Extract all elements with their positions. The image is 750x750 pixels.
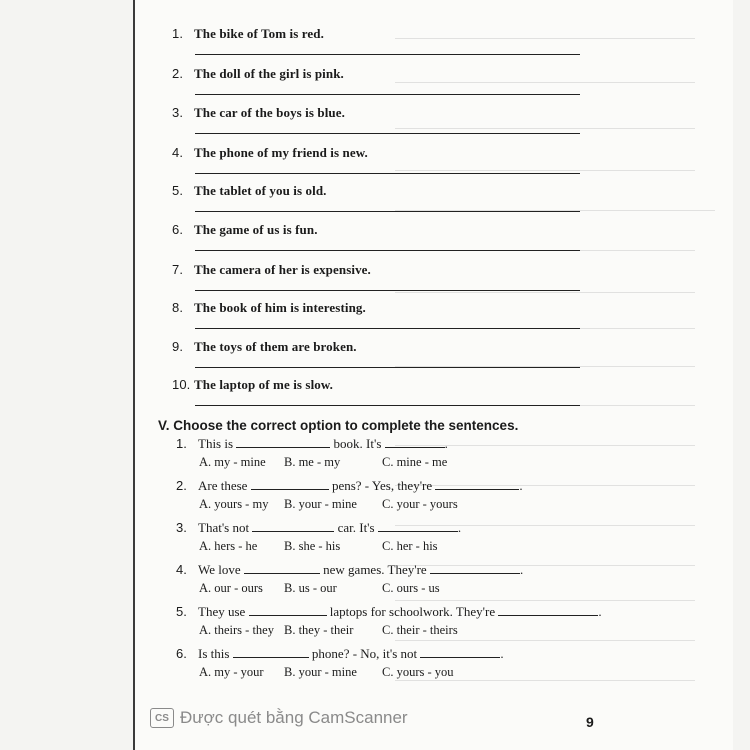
item-sentence: The doll of the girl is pink.: [194, 66, 344, 81]
camscanner-footer: [150, 708, 408, 728]
option-c[interactable]: C. her - his: [382, 539, 438, 553]
option-c[interactable]: C. your - yours: [382, 497, 458, 511]
option-c[interactable]: C. their - theirs: [382, 623, 458, 637]
question-end: .: [519, 478, 523, 493]
page-number: 9: [586, 714, 594, 730]
scanner-text: Được quét bằng CamScanner: [180, 708, 408, 727]
rewrite-item: [172, 300, 366, 316]
question-start: Are these: [198, 478, 248, 493]
question-end: .: [500, 646, 504, 661]
question-middle: laptops for schoolwork. They're: [329, 604, 496, 619]
option-b[interactable]: B. they - their: [284, 623, 354, 637]
answer-line[interactable]: [195, 290, 580, 291]
question-middle: car. It's: [337, 520, 375, 535]
blank-2[interactable]: [378, 521, 458, 532]
blank-2[interactable]: [498, 605, 598, 616]
section-v-title: V. Choose the correct option to complete the sentences.: [158, 418, 519, 433]
item-number: 6.: [176, 646, 187, 661]
item-number: 10.: [172, 377, 191, 392]
rewrite-item: [172, 262, 371, 278]
answer-line[interactable]: [195, 173, 580, 174]
option-a[interactable]: A. hers - he: [199, 539, 258, 553]
item-number: 1.: [176, 436, 187, 451]
question-middle: new games. They're: [323, 562, 427, 577]
answer-line[interactable]: [195, 405, 580, 406]
rewrite-item: [172, 105, 345, 121]
blank-1[interactable]: [244, 563, 320, 574]
option-a[interactable]: A. our - ours: [199, 581, 263, 595]
item-sentence: The tablet of you is old.: [194, 183, 327, 198]
page-edge: [133, 0, 135, 750]
item-sentence: The game of us is fun.: [194, 222, 318, 237]
question-end: .: [519, 562, 524, 577]
item-number: 9.: [172, 339, 184, 354]
question-start: We love: [198, 562, 241, 577]
mc-item: [176, 478, 523, 494]
option-b[interactable]: B. your - mine: [284, 497, 357, 511]
option-b[interactable]: B. me - my: [284, 455, 341, 469]
answer-line[interactable]: [195, 133, 580, 134]
rewrite-item: [172, 339, 357, 355]
option-c[interactable]: C. ours - us: [382, 581, 440, 595]
question-end: .: [457, 520, 462, 535]
blank-2[interactable]: [385, 437, 445, 448]
item-number: 8.: [172, 300, 184, 315]
item-number: 6.: [172, 222, 184, 237]
item-number: 7.: [172, 262, 184, 277]
answer-line[interactable]: [195, 367, 580, 368]
option-a[interactable]: A. my - mine: [199, 455, 266, 469]
question-start: That's not: [198, 520, 250, 535]
item-number: 1.: [172, 26, 184, 41]
mc-item: [176, 604, 602, 620]
mc-item: [176, 520, 461, 536]
option-a[interactable]: A. yours - my: [199, 497, 269, 511]
question-start: Is this: [198, 646, 230, 661]
item-number: 5.: [172, 183, 184, 198]
mc-item: [176, 562, 523, 578]
item-number: 3.: [172, 105, 184, 120]
question-middle: phone? - No, it's not: [311, 646, 418, 661]
question-middle: pens? - Yes, they're: [331, 478, 433, 493]
item-number: 3.: [176, 520, 187, 535]
item-number: 2.: [172, 66, 184, 81]
blank-1[interactable]: [233, 647, 309, 658]
item-sentence: The camera of her is expensive.: [194, 262, 371, 277]
option-b[interactable]: B. your - mine: [284, 665, 357, 679]
question-start: This is: [198, 436, 234, 451]
item-sentence: The toys of them are broken.: [194, 339, 357, 354]
blank-1[interactable]: [251, 479, 329, 490]
option-c[interactable]: C. mine - me: [382, 455, 448, 469]
blank-1[interactable]: [249, 605, 327, 616]
option-a[interactable]: A. my - your: [199, 665, 264, 679]
item-number: 4.: [172, 145, 184, 160]
item-sentence: The car of the boys is blue.: [194, 105, 345, 120]
mc-item: [176, 436, 448, 452]
question-end: .: [444, 436, 448, 451]
answer-line[interactable]: [195, 211, 580, 212]
rewrite-item: [172, 66, 344, 82]
question-end: .: [598, 604, 602, 619]
blank-2[interactable]: [435, 479, 519, 490]
answer-line[interactable]: [195, 250, 580, 251]
rewrite-item: [172, 26, 324, 42]
option-b[interactable]: B. us - our: [284, 581, 337, 595]
rewrite-item: [172, 183, 327, 199]
question-middle: book. It's: [333, 436, 382, 451]
blank-2[interactable]: [420, 647, 500, 658]
rewrite-item: [172, 222, 318, 238]
answer-line[interactable]: [195, 94, 580, 95]
rewrite-item: [172, 377, 333, 393]
option-b[interactable]: B. she - his: [284, 539, 341, 553]
option-c[interactable]: C. yours - you: [382, 665, 454, 679]
question-start: They use: [198, 604, 246, 619]
item-number: 2.: [176, 478, 187, 493]
item-sentence: The laptop of me is slow.: [194, 377, 334, 392]
camscanner-logo: CS: [150, 708, 174, 728]
blank-2[interactable]: [430, 563, 520, 574]
item-number: 4.: [176, 562, 187, 577]
item-number: 5.: [176, 604, 187, 619]
option-a[interactable]: A. theirs - they: [199, 623, 274, 637]
answer-line[interactable]: [195, 328, 580, 329]
answer-line[interactable]: [195, 54, 580, 55]
item-sentence: The book of him is interesting.: [194, 300, 366, 315]
item-sentence: The bike of Tom is red.: [194, 26, 324, 41]
blank-1[interactable]: [252, 521, 334, 532]
mc-item: [176, 646, 504, 662]
rewrite-item: [172, 145, 368, 161]
blank-1[interactable]: [236, 437, 330, 448]
item-sentence: The phone of my friend is new.: [194, 145, 368, 160]
